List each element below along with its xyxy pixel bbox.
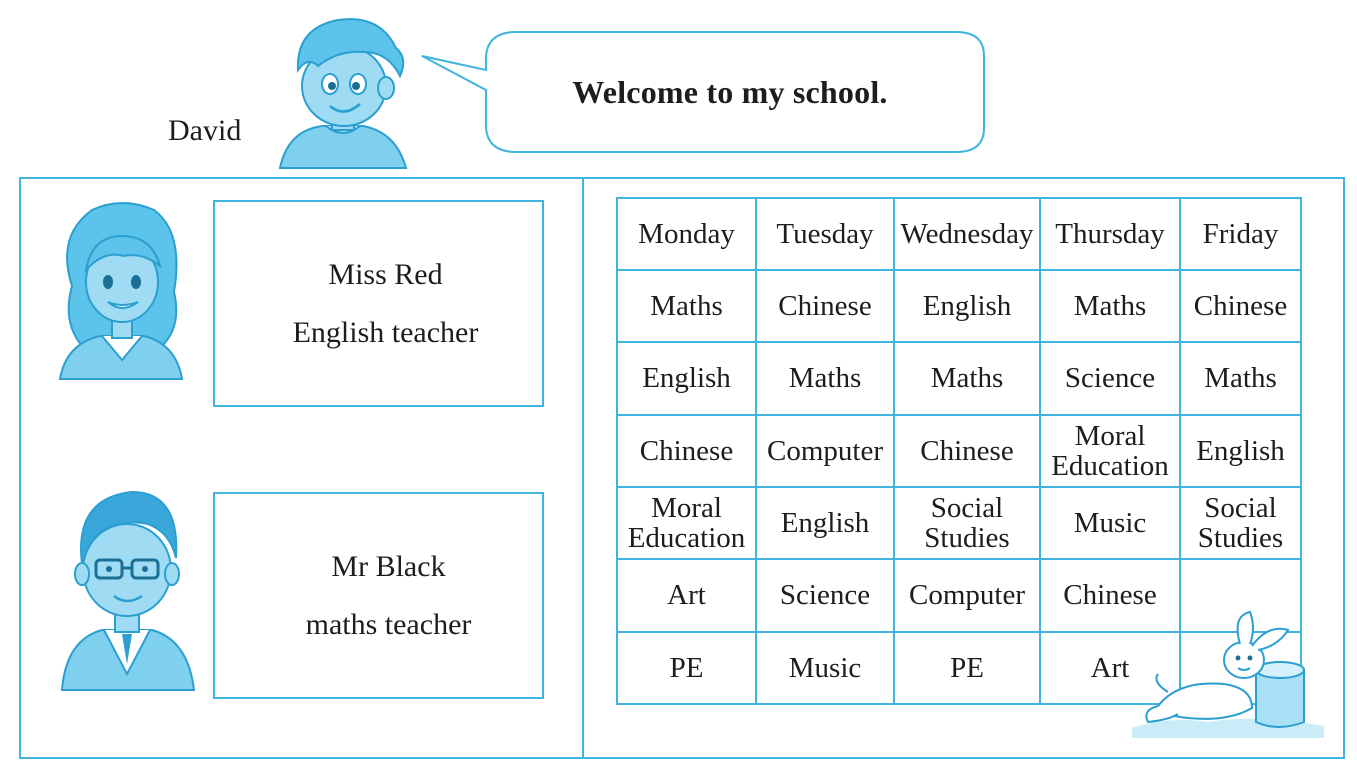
- timetable-row: [617, 342, 1301, 414]
- timetable-cell: Chinese: [894, 415, 1040, 487]
- timetable-cell: Chinese: [617, 415, 756, 487]
- timetable-cell: Social Studies: [894, 487, 1040, 559]
- timetable-cell: Science: [756, 559, 894, 631]
- frame-divider: [582, 177, 584, 759]
- timetable-cell: Music: [756, 632, 894, 704]
- timetable-cell: Maths: [617, 270, 756, 342]
- teacher-card-mr-black: [213, 492, 544, 699]
- timetable-cell: Chinese: [756, 270, 894, 342]
- timetable-cell: English: [894, 270, 1040, 342]
- day-header: Monday: [617, 198, 756, 270]
- timetable-cell: Moral Education: [1040, 415, 1180, 487]
- timetable-cell: Social Studies: [1180, 487, 1301, 559]
- timetable-cell: Computer: [756, 415, 894, 487]
- timetable-cell: Maths: [1040, 270, 1180, 342]
- teacher-name: Miss Red: [328, 257, 443, 291]
- timetable-cell: Chinese: [1040, 559, 1180, 631]
- timetable-row: [617, 487, 1301, 559]
- speaker-name: David: [168, 114, 242, 147]
- day-header: Wednesday: [894, 198, 1040, 270]
- timetable-cell: PE: [617, 632, 756, 704]
- timetable-cell: English: [1180, 415, 1301, 487]
- rabbit-illustration-icon: [1128, 610, 1328, 740]
- timetable-cell: Art: [1040, 632, 1180, 704]
- timetable-cell: Maths: [756, 342, 894, 414]
- timetable-cell: Maths: [1180, 342, 1301, 414]
- timetable-cell: English: [617, 342, 756, 414]
- boy-illustration-icon: [268, 8, 418, 170]
- man-teacher-illustration-icon: [52, 474, 202, 692]
- timetable-cell: Moral Education: [617, 487, 756, 559]
- timetable-cell: Maths: [894, 342, 1040, 414]
- timetable-cell: Art: [617, 559, 756, 631]
- timetable-cell: Science: [1040, 342, 1180, 414]
- teacher-name: Mr Black: [331, 549, 446, 583]
- day-header: Thursday: [1040, 198, 1180, 270]
- teacher-card-miss-red: [213, 200, 544, 407]
- timetable-header-row: [617, 198, 1301, 270]
- timetable-cell: English: [756, 487, 894, 559]
- timetable-cell: Music: [1040, 487, 1180, 559]
- day-header: Friday: [1180, 198, 1301, 270]
- timetable-row: [617, 270, 1301, 342]
- timetable-cell: PE: [894, 632, 1040, 704]
- girl-teacher-illustration-icon: [52, 196, 192, 381]
- teacher-role: maths teacher: [305, 607, 472, 641]
- teacher-role: English teacher: [292, 315, 479, 349]
- timetable-row: [617, 415, 1301, 487]
- speech-text: Welcome to my school.: [572, 74, 888, 110]
- day-header: Tuesday: [756, 198, 894, 270]
- timetable-cell: Computer: [894, 559, 1040, 631]
- timetable-cell: Chinese: [1180, 270, 1301, 342]
